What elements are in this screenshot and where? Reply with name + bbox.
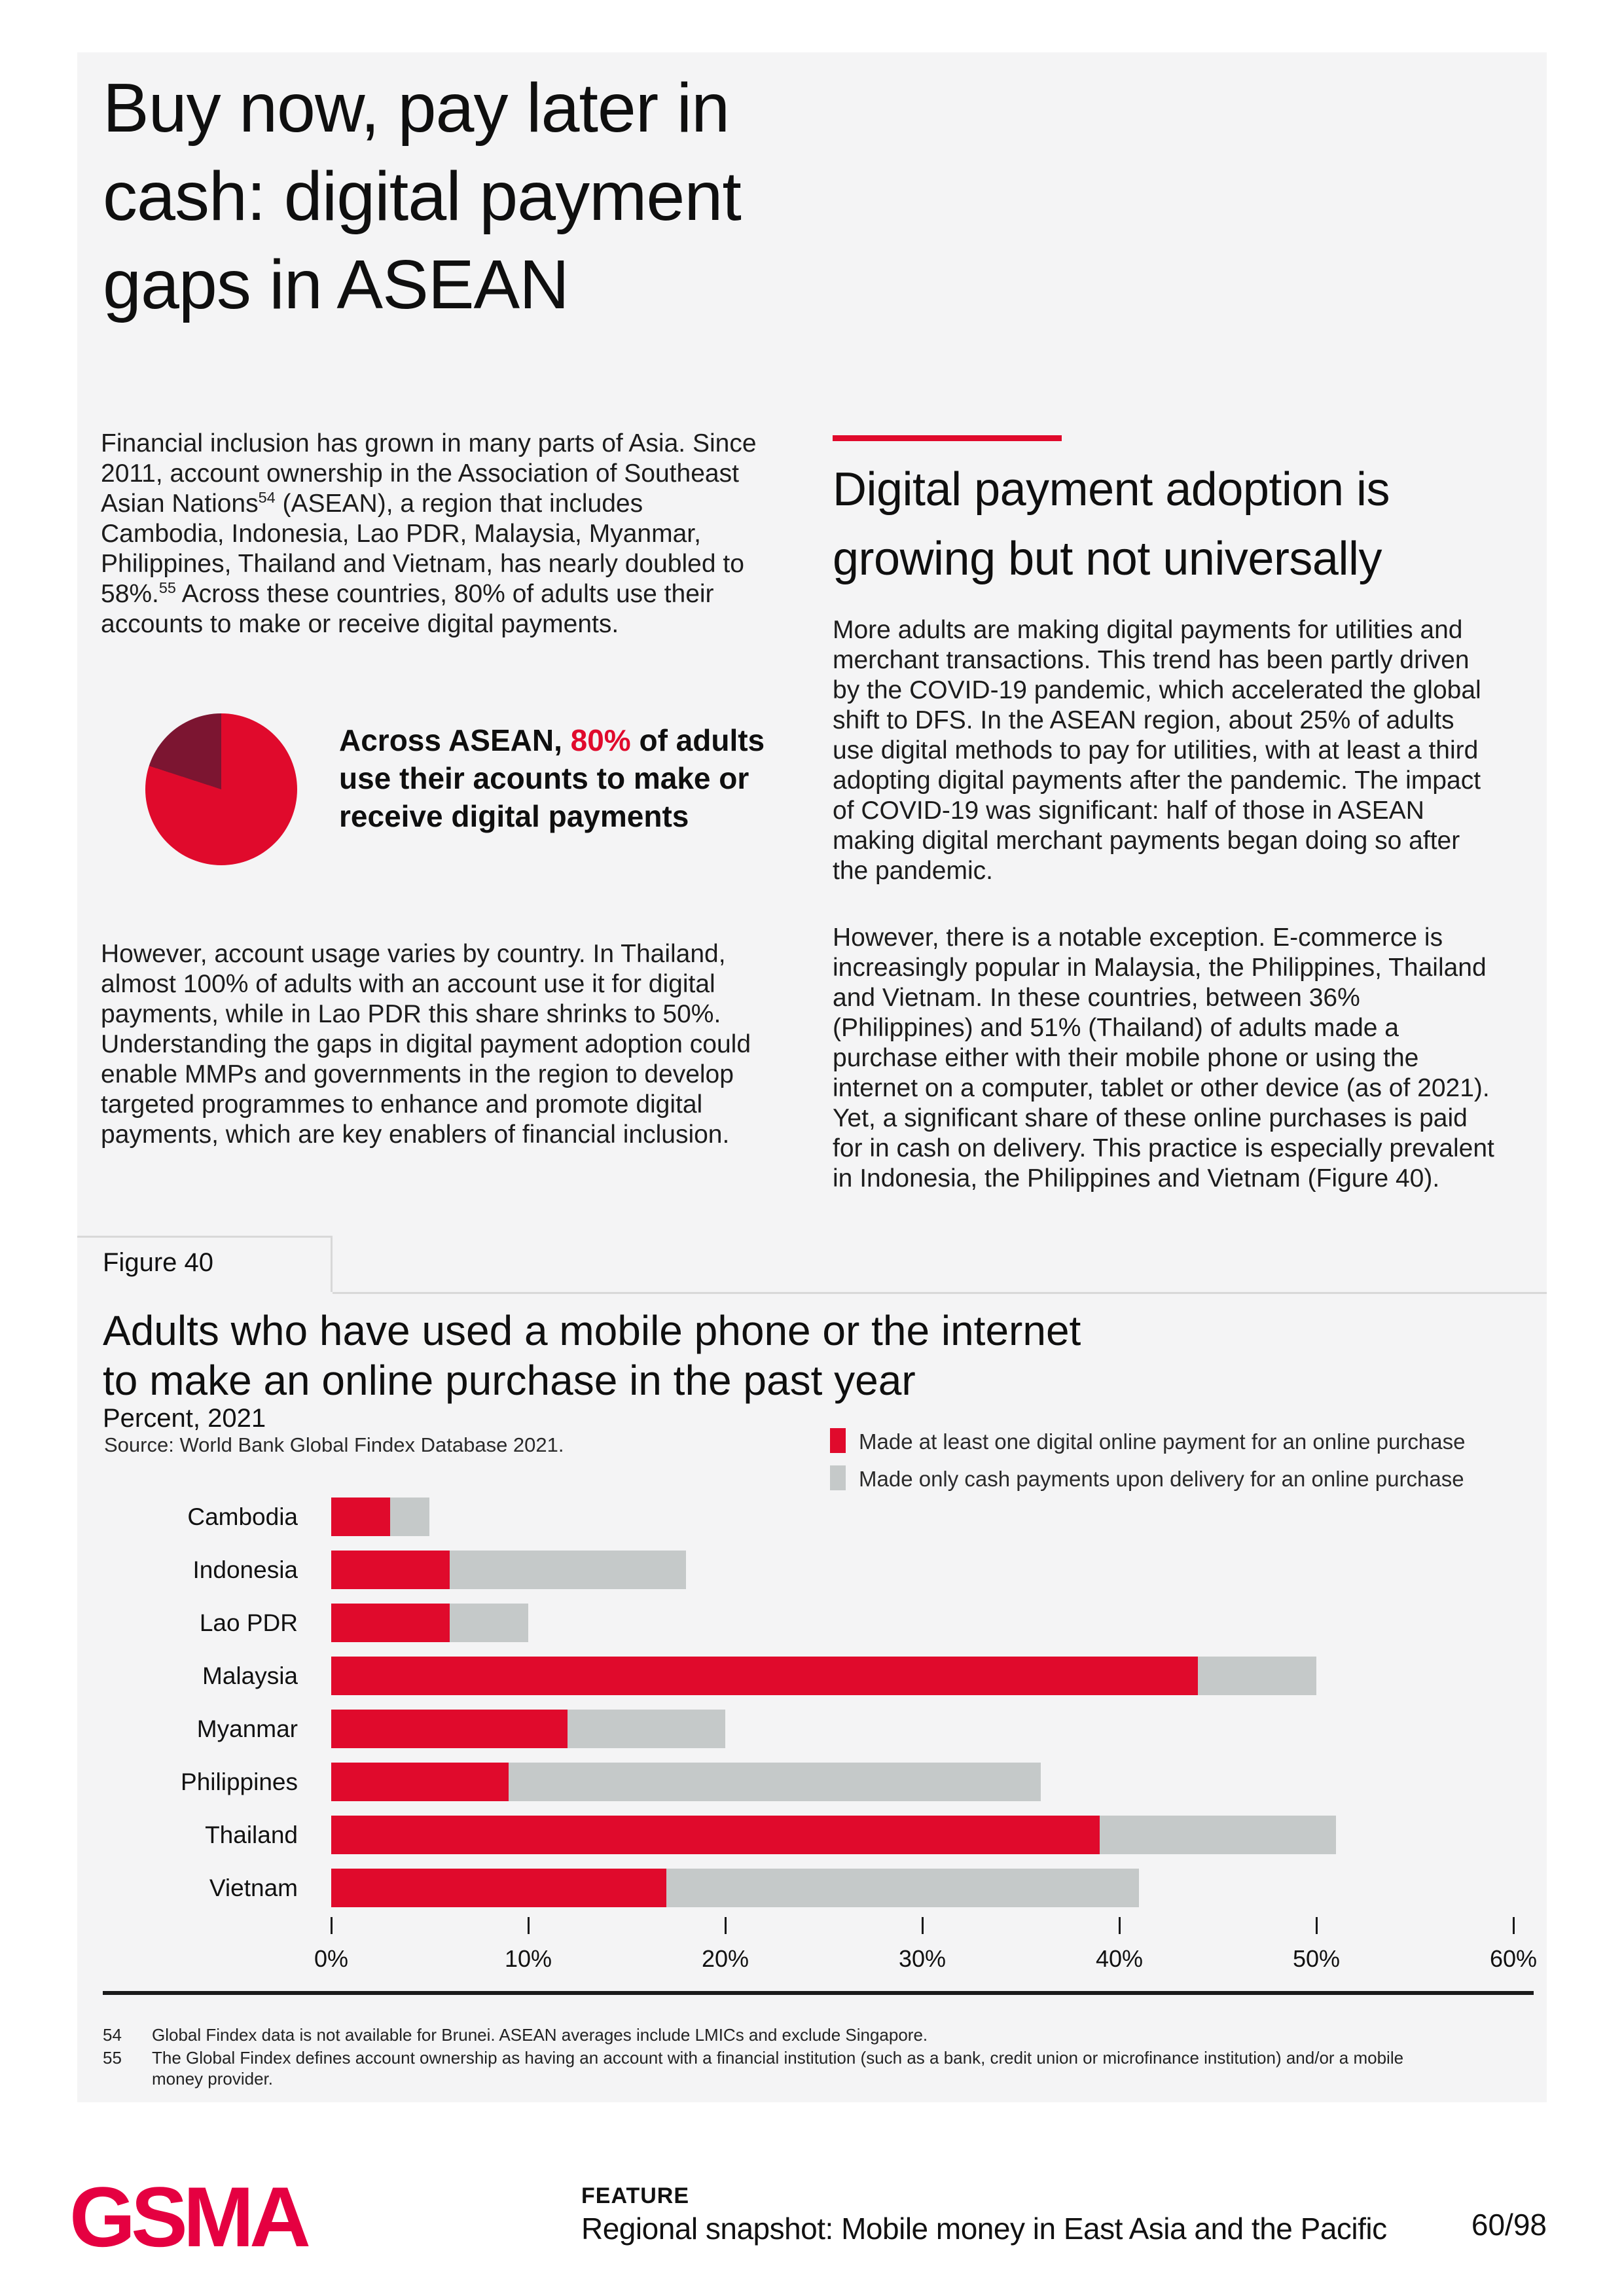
intro-paragraph-1 <box>101 429 759 639</box>
bar-segment-digital <box>331 1498 390 1536</box>
bar-label: Indonesia <box>192 1556 298 1583</box>
footnote-rule <box>103 1991 1534 1995</box>
axis-tick-label: 10% <box>504 1945 552 1972</box>
figure-subtitle: Percent, 2021 <box>103 1404 266 1433</box>
figure-tab-label: Figure 40 <box>103 1248 213 1277</box>
axis-tick-label: 60% <box>1489 1945 1538 1972</box>
footnote-number: 55 <box>103 2048 122 2068</box>
axis-tick <box>528 1917 530 1934</box>
axis-tick-label: 40% <box>1095 1945 1144 1972</box>
chart-row-indonesia <box>77 1551 1547 1589</box>
bar-chart <box>77 1498 1547 1995</box>
bar-segment-cash <box>390 1498 429 1536</box>
bar-label: Cambodia <box>187 1503 298 1530</box>
page-number: 60/98 <box>1471 2208 1547 2242</box>
bar-segment-digital <box>331 1869 666 1907</box>
footnote-number: 54 <box>103 2025 122 2045</box>
bar-segment-digital <box>331 1763 509 1801</box>
pie-chart <box>145 713 297 865</box>
bar-label: Philippines <box>181 1768 298 1795</box>
footnote-text <box>152 2047 1534 2089</box>
content-card <box>77 52 1547 2102</box>
footer-eyebrow: FEATURE <box>581 2183 690 2208</box>
legend-swatch-digital <box>830 1428 846 1453</box>
chart-row-thailand <box>77 1816 1547 1854</box>
legend-swatch-cash <box>830 1465 846 1490</box>
bar-segment-digital <box>331 1710 568 1748</box>
legend-label-cash: Made only cash payments upon delivery for an online purchase <box>859 1467 1464 1491</box>
bar-segment-cash <box>1198 1657 1316 1695</box>
axis-tick <box>1513 1917 1515 1934</box>
page-title <box>103 64 741 329</box>
callout-post: of adults use their acounts to make or receive digital payments <box>339 723 765 833</box>
bar-segment-cash <box>666 1869 1139 1907</box>
chart-row-myanmar <box>77 1710 1547 1748</box>
intro-paragraph-1-text: (ASEAN), a region that includes Cambodia, Indonesia, Lao PDR, Malaysia, Myanmar, Philippines, Thailand and Vietnam, has nearly doubled to 58%. <box>101 490 744 608</box>
chart-row-vietnam <box>77 1869 1547 1907</box>
axis-tick-label: 50% <box>1292 1945 1341 1972</box>
footer-title: Regional snapshot: Mobile money in East Asia and the Pacific <box>581 2212 1387 2246</box>
figure-title-line: to make an online purchase in the past year <box>103 1357 916 1404</box>
intro-paragraph-2: However, account usage varies by country. In Thailand, almost 100% of adults with an account use it for digital payments, while in Lao PDR this share shrinks to 50%. Understanding the gaps in digital payment adoption could enable MMPs and governments in the region to develop targeted programmes to enhance and promote digital payments, which are key enablers of financial inclusion. <box>101 940 751 1149</box>
figure-title <box>103 1306 1081 1405</box>
chart-row-cambodia <box>77 1498 1547 1536</box>
intro-paragraph-1-text: Financial inclusion has grown in many parts of Asia. Since 2011, account ownership in the Association of Southeast Asian Nations <box>101 429 757 518</box>
footnote-text-line: money provider. <box>152 2069 273 2089</box>
chart-row-malaysia <box>77 1657 1547 1695</box>
section-paragraph-1: More adults are making digital payments for utilities and merchant transactions. This trend has been partly driven by the COVID-19 pandemic, which accelerated the global shift to DFS. In the ASEAN region, about 25% of adults use digital methods to pay for utilities, with at least a third adopting digital payments after the pandemic. The impact of COVID-19 was significant: half of those in ASEAN making digital merchant payments began doing so after the pandemic. <box>833 616 1481 885</box>
callout-highlight: 80% <box>570 723 631 757</box>
axis-tick <box>1316 1917 1318 1934</box>
section-heading <box>833 455 1390 594</box>
axis-tick-label: 0% <box>314 1945 349 1972</box>
bar-segment-digital <box>331 1657 1198 1695</box>
bar-label: Thailand <box>205 1821 298 1848</box>
bar-label: Malaysia <box>202 1662 298 1689</box>
footnote-ref-54: 54 <box>258 489 276 506</box>
bar-label: Vietnam <box>209 1874 298 1901</box>
figure-divider <box>333 1292 1547 1294</box>
axis-tick <box>922 1917 924 1934</box>
bar-label: Myanmar <box>196 1715 298 1742</box>
footnote-ref-55: 55 <box>158 579 176 596</box>
figure-tab <box>77 1236 333 1292</box>
gsma-logo: GSMA <box>69 2169 306 2265</box>
section-paragraph-2: However, there is a notable exception. E-commerce is increasingly popular in Malaysia, the Philippines, Thailand and Vietnam. In these countries, between 36% (Philippines) and 51% (Thailand) of adults made a purchase either with their mobile phone or using the internet on a computer, tablet or other device (as of 2021). Yet, a significant share of these online purchases is paid for in cash on delivery. This practice is especially prevalent in Indonesia, the Philippines and Vietnam (Figure 40). <box>833 924 1494 1193</box>
section-heading-line: growing but not universally <box>833 533 1382 585</box>
bar-label: Lao PDR <box>199 1609 298 1636</box>
axis-tick <box>725 1917 727 1934</box>
section-rule <box>833 435 1062 441</box>
axis-tick-label: 20% <box>701 1945 749 1972</box>
footnote-text-line: Global Findex data is not available for Brunei. ASEAN averages include LMICs and exclude Singapore. <box>152 2025 928 2045</box>
chart-row-lao-pdr <box>77 1604 1547 1642</box>
bar-segment-cash <box>450 1551 686 1589</box>
legend-label-digital: Made at least one digital online payment for an online purchase <box>859 1429 1466 1454</box>
title-line: cash: digital payment <box>103 158 741 235</box>
bar-segment-digital <box>331 1604 450 1642</box>
callout-text <box>339 721 771 835</box>
callout-pre: Across ASEAN, <box>339 723 571 757</box>
footnote-text-line: The Global Findex defines account ownership as having an account with a financial institution (such as a bank, credit union or microfinance institution) and/or a mobile <box>152 2048 1404 2068</box>
intro-paragraph-1-text: Across these countries, 80% of adults use their accounts to make or receive digital payments. <box>101 580 714 638</box>
bar-segment-digital <box>331 1551 450 1589</box>
figure-source: Source: World Bank Global Findex Database 2021. <box>104 1433 564 1456</box>
bar-segment-cash <box>509 1763 1041 1801</box>
bar-segment-digital <box>331 1816 1100 1854</box>
axis-tick-label: 30% <box>898 1945 947 1972</box>
axis-tick <box>331 1917 333 1934</box>
bar-segment-cash <box>1100 1816 1336 1854</box>
title-line: gaps in ASEAN <box>103 246 569 323</box>
footnote-text <box>152 2024 1534 2045</box>
bar-segment-cash <box>568 1710 725 1748</box>
figure-title-line: Adults who have used a mobile phone or the internet <box>103 1307 1081 1354</box>
bar-segment-cash <box>450 1604 528 1642</box>
chart-row-philippines <box>77 1763 1547 1801</box>
section-heading-line: Digital payment adoption is <box>833 463 1390 516</box>
axis-tick <box>1119 1917 1121 1934</box>
title-line: Buy now, pay later in <box>103 69 730 147</box>
